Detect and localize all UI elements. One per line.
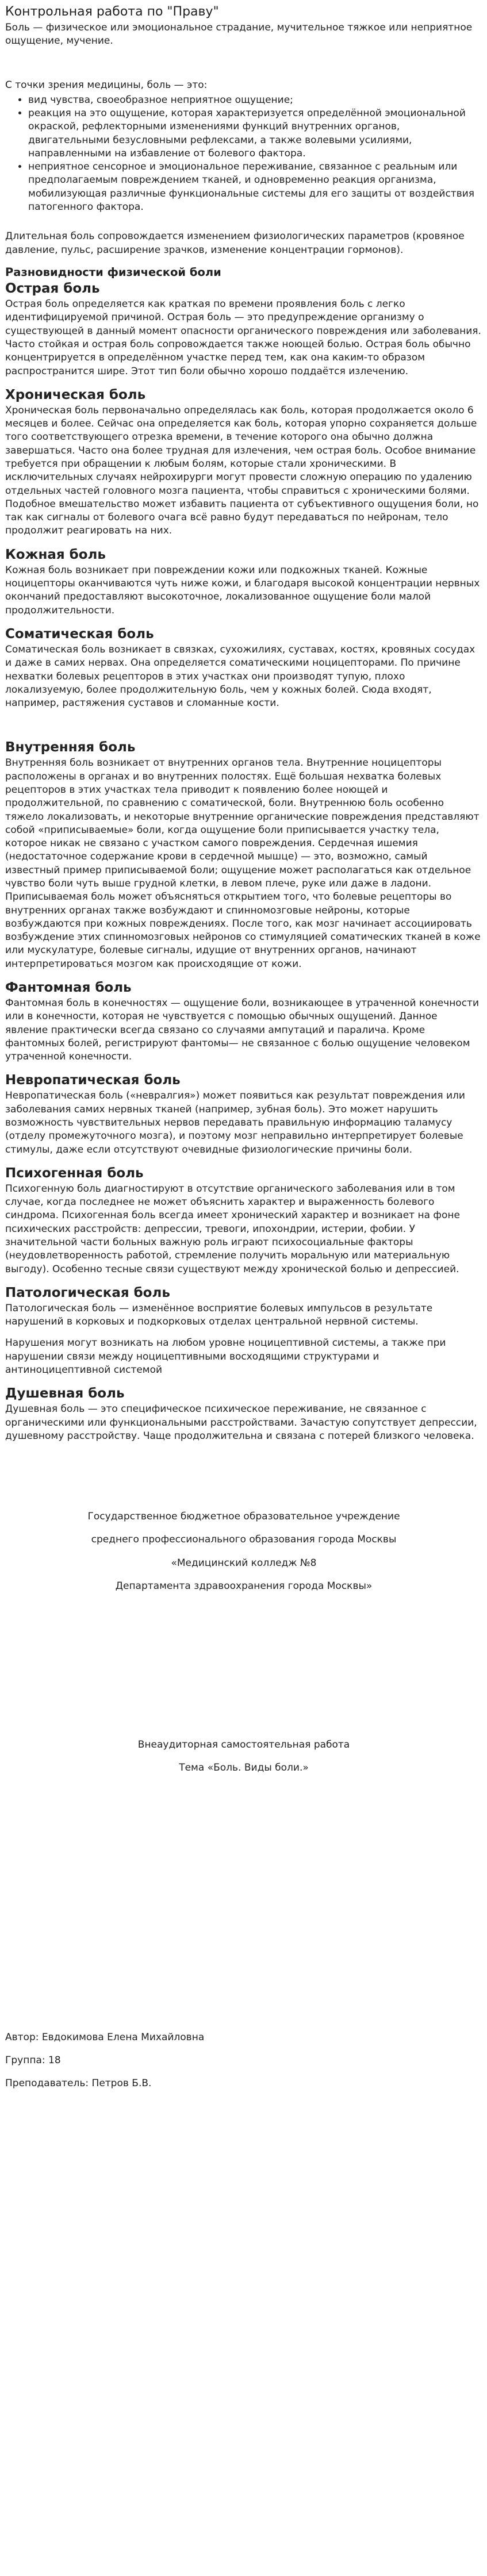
section-paragraph: Хроническая боль первоначально определялась как боль, которая продолжается около 6 месяцев и более. Сейчас она определяется как боль, которая упорно сохраняется дольше того соответствующего отрезка времени, в течение которого она обычно должна завершаться. Часто она более трудная для излечения, чем острая боль. Особое внимание требуется при обращении к любым болям, которые стали хроническими. В исключительных случаях нейрохирурги могут провести сложную операцию по удалению отдельных частей головного мозга пациента, чтобы справиться с хроническими болями. Подобное вмешательство может избавить пациента от субъективного ощущения боли, но так как сигналы от болевого очага всё равно будут передаваться по нейронам, тело продолжит реагировать на них.	[5, 404, 479, 537]
varieties-heading: Разновидности физической боли	[5, 265, 221, 279]
section-chronic-pain	[5, 386, 482, 538]
section-heading: Душевная боль	[5, 1386, 125, 1402]
medical-view-list	[5, 94, 482, 214]
section-visceral-pain	[5, 739, 482, 971]
section-neuropathic-pain	[5, 1072, 482, 1156]
author-line: Автор: Евдокимова Елена Михайловна	[5, 2031, 205, 2043]
work-title-block	[5, 1739, 482, 1775]
section-heading: Фантомная боль	[5, 980, 132, 995]
section-skin-pain	[5, 546, 482, 617]
section-paragraph: Психогенную боль диагностируют в отсутствие органического заболевания или в том случае, когда последнее не может объяснить характер и выраженность болевого синдрома. Психогенная боль всегда имеет хронический характер и возникает на фоне психических расстройств: депрессии, тревоги, ипохондрии, истерии, фобии. У значительной части больных важную роль играют психосоциальные факторы (неудовлетворенность работой, стремление получить моральную или материальную выгоду). Особенно тесные связи существуют между хронической болью и депрессией.	[5, 1183, 460, 1275]
section-mental-pain	[5, 1385, 482, 1443]
section-heading: Невропатическая боль	[5, 1073, 181, 1088]
section-psychogenic-pain	[5, 1165, 482, 1276]
section-paragraph: Фантомная боль в конечностях — ощущение боли, возникающее в утраченной конечности или в конечности, которая не чувствуется с помощью обычных ощущений. Данное явление практически всегда связано со случаями ампутаций и паралича. Кроме фантомных болей, регистрируют фантомы— не связанное с болью ощущение человеком утраченной конечности.	[5, 997, 480, 1063]
list-item: • реакция на это ощущение, которая характеризуется определённой эмоциональной окраской, рефлекторными изменениями функций внутренних органов, двигательными безусловными рефлексами, а также волевыми усилиями, направленными на избавление от болевого фактора.	[28, 107, 482, 160]
list-item: • вид чувства, своеобразное неприятное ощущение;	[28, 94, 482, 107]
section-paragraph: Душевная боль — это специфическое психическое переживание, не связанное с органическими или функциональными расстройствами. Зачастую сопутствует депрессии, душевному расстройству. Чаще продолжительна и связана с потерей близкого человека.	[5, 1403, 477, 1442]
section-paragraph: Внутренняя боль возникает от внутренних органов тела. Внутренние ноцицепторы расположены в органах и во внутренних полостях. Ещё большая нехватка болевых рецепторов в этих участках тела приводит к появлению более ноющей и продолжительной, по сравнению с соматической, боли. Внутреннюю боль особенно тяжело локализовать, и некоторые внутренние органические повреждения представляют собой «приписываемые» боли, когда ощущение боли приписывается участку тела, которое никак не связано с участком самого повреждения. Сердечная ишемия (недостаточное содержание крови в сердечной мышце) — это, возможно, самый известный пример приписываемой боли; ощущение может располагаться как отдельное чувство боли чуть выше грудной клетки, в левом плече, руке или даже в ладони. Приписываемая боль может объясняться открытием того, что болевые рецепторы во внутренних органах также возбуждают и спинномозговые нейроны, которые возбуждаются при кожных повреждениях. После того, как мозг начинает ассоциировать возбуждение этих спинномозговых нейронов со стимуляцией соматических тканей в коже или мускулатуре, болевые сигналы, идущие от внутренних органов, начинают интерпретироваться мозгом как происходящие от кожи.	[5, 757, 481, 970]
section-heading: Кожная боль	[5, 547, 106, 562]
section-heading: Соматическая боль	[5, 626, 154, 642]
pain-definition: Боль — физическое или эмоциональное страдание, мучительное тяжкое или неприятное ощущение, мучение.	[5, 21, 473, 47]
section-phantom-pain	[5, 979, 482, 1064]
medical-view-intro: С точки зрения медицины, боль — это:	[5, 79, 208, 91]
document-title: Контрольная работа по "Праву"	[5, 5, 219, 19]
section-paragraph: Нарушения могут возникать на любом уровне ноцицептивной системы, а также при нарушении связи между ноцицептивными восходящими структурами и антиноцицептивной системой	[5, 1337, 446, 1376]
author-block	[5, 2032, 482, 2090]
section-heading: Хроническая боль	[5, 387, 146, 402]
work-topic-line: Тема «Боль. Виды боли.»	[179, 1762, 309, 1774]
teacher-line: Преподаватель: Петров Б.В.	[5, 2078, 152, 2090]
section-heading: Внутренняя боль	[5, 740, 136, 755]
section-paragraph: Невропатическая боль («невралгия») может появиться как результат повреждения или заболевания самих нервных тканей (например, зубная боль). Это может нарушить возможность чувствительных нервов передавать правильную информацию таламусу (отделу промежуточного мозга), и поэтому мозг неправильно интерпретирует болевые стимулы, даже если отсутствуют очевидные физиологические причины боли.	[5, 1090, 465, 1155]
work-type-line: Внеаудиторная самостоятельная работа	[137, 1739, 350, 1751]
section-heading: Острая боль	[5, 281, 100, 297]
institution-line: Государственное бюджетное образовательное учреждение	[87, 1511, 400, 1523]
section-paragraph: Соматическая боль возникает в связках, сухожилиях, суставах, костях, кровяных сосудах и даже в самих нервах. Она определяется соматическими ноцицепторами. По причине нехватки болевых рецепторов в этих участках они производят тупую, плохо локализуемую, более продолжительную боль, чем у кожных болей. Сюда входят, например, растяжения суставов и сломанные кости.	[5, 643, 476, 709]
section-paragraph: Кожная боль возникает при повреждении кожи или подкожных тканей. Кожные ноцицепторы оканчиваются чуть ниже кожи, и благодаря высокой концентрации нервных окончаний предоставляют высокоточное, локализованное ощущение боли малой продолжительности.	[5, 564, 480, 616]
institution-line: Департамента здравоохранения города Москвы»	[115, 1580, 373, 1592]
section-heading: Патологическая боль	[5, 1285, 170, 1300]
institution-block	[5, 1511, 482, 1592]
section-acute-pain	[5, 280, 482, 378]
group-line: Группа: 18	[5, 2054, 61, 2066]
institution-line: среднего профессионального образования города Москвы	[91, 1534, 397, 1546]
section-paragraph: Острая боль определяется как краткая по времени проявления боль с легко идентифицируемой причиной. Острая боль — это предупреждение организму о существующей в данный момент опасности органического повреждения или заболевания. Часто стойкая и острая боль сопровождается также ноющей болью. Острая боль обычно концентрируется в определённом участке перед тем, как она каким-то образом распространится шире. Этот тип боли обычно хорошо поддаётся излечению.	[5, 298, 481, 377]
institution-line: «Медицинский колледж №8	[171, 1557, 317, 1569]
section-paragraph: Патологическая боль — изменённое восприятие болевых импульсов в результате нарушений в корковых и подкорковых отделах центральной нервной системы.	[5, 1302, 433, 1328]
section-heading: Психогенная боль	[5, 1165, 144, 1181]
list-item: • неприятное сенсорное и эмоциональное переживание, связанное с реальным или предполагаемым повреждением тканей, и одновременно реакция организма, мобилизующая различные функциональные системы для его защиты от воздействия патогенного фактора.	[28, 160, 482, 214]
physiology-note: Длительная боль сопровождается изменением физиологических параметров (кровяное давление, пульс, расширение зрачков, изменение концентрации гормонов).	[5, 231, 465, 256]
section-somatic-pain	[5, 625, 482, 710]
section-pathological-pain	[5, 1284, 482, 1377]
